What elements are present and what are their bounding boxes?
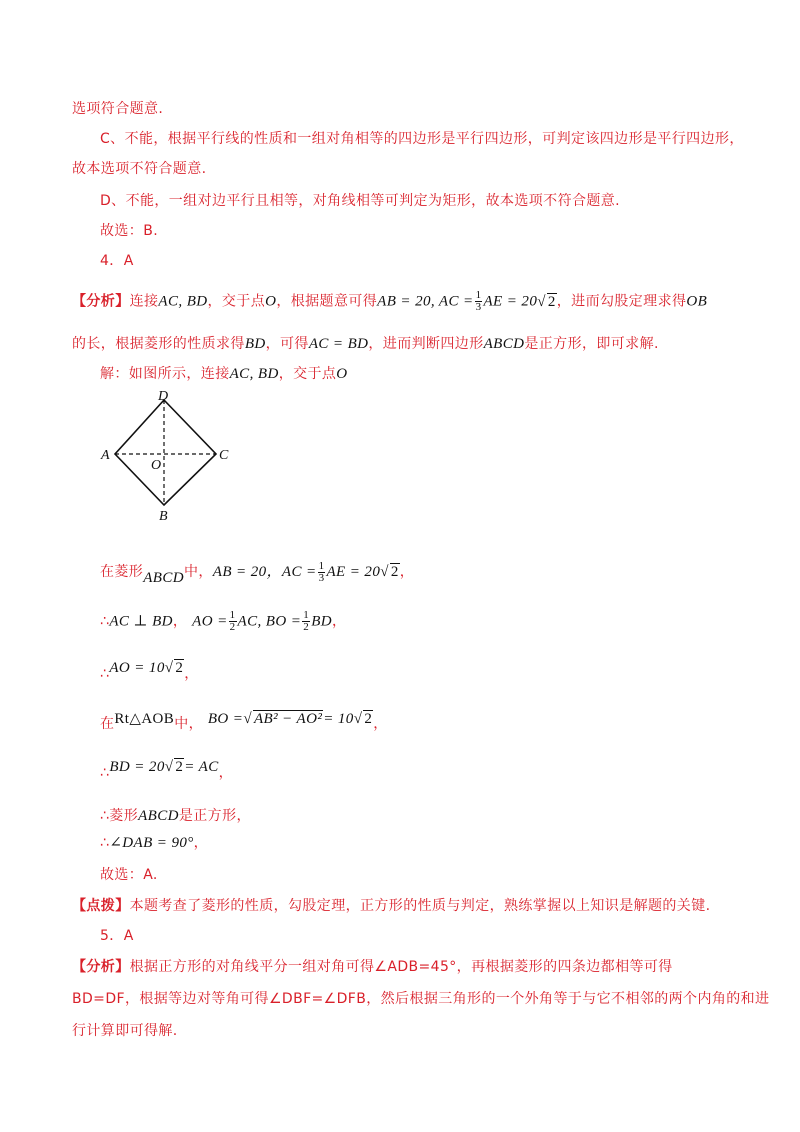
solution-intro <box>100 363 348 383</box>
text: ， <box>193 835 209 851</box>
text: ， <box>373 716 388 732</box>
text-line: 故选：B. <box>100 223 159 239</box>
analysis2-line-3: 行计算即可得解. <box>72 1023 178 1039</box>
text: ，进而勾股定理求得 <box>556 293 687 310</box>
math: BD <box>244 336 266 352</box>
text: 中， <box>183 564 213 580</box>
math: O <box>265 293 277 310</box>
analysis2-line-1 <box>72 956 673 976</box>
math: ABCD <box>138 808 179 824</box>
math: BO = <box>207 711 244 727</box>
math: O <box>336 366 348 382</box>
label-b: B <box>159 509 168 524</box>
math: AC ⊥ BD <box>109 613 173 630</box>
math: AO = 10 <box>109 660 165 676</box>
text: 在 <box>100 716 115 732</box>
sqrt-value: 2 <box>547 293 556 310</box>
text: 本题考查了菱形的性质，勾股定理，正方形的性质与判定，熟练掌握以上知识是解题的关键. <box>129 898 711 914</box>
sqrt-value: 2 <box>364 711 373 727</box>
math: = AC <box>184 759 219 775</box>
label-c: C <box>219 448 229 463</box>
math: ABCD <box>483 336 525 352</box>
math: AB = 20，AC = <box>212 564 317 580</box>
math: AB = 20, AC = <box>377 293 474 310</box>
text-line: 故本选项不符合题意. <box>72 161 207 177</box>
analysis-line-2 <box>72 333 659 353</box>
text: ， <box>331 613 347 630</box>
question-number: 5．A <box>100 928 134 944</box>
text: ，交于点 <box>207 293 266 310</box>
answer-line: 故选：A. <box>100 867 158 883</box>
label-d: D <box>158 389 169 404</box>
text: 解：如图所示，连接 <box>100 366 230 382</box>
tip-line <box>72 895 710 915</box>
text: ∴菱形 <box>100 808 139 824</box>
math: AC, BO = <box>237 613 302 630</box>
fraction: $\frac{1}{3}$ <box>318 559 325 584</box>
tip-tag: 【点拨】 <box>72 898 130 914</box>
fraction: $\frac{1}{3}$ <box>475 289 482 313</box>
step-1: 在菱形ABCD中，AB = 20，AC = $\frac{1}{3}$ AE = 20√ 2， <box>100 559 415 586</box>
step-5: ∴BD = 20√ 2= AC， <box>100 759 234 781</box>
text: 是正方形， <box>178 808 251 824</box>
math: Rt△AOB <box>114 711 175 727</box>
text: ∴ <box>100 666 110 682</box>
math: AE = 20 <box>326 564 381 580</box>
analysis-tag: 【分析】 <box>72 293 130 310</box>
rhombus-figure <box>98 388 248 524</box>
fraction: $\frac{1}{2}$ <box>303 609 310 633</box>
math: AC, BD <box>158 293 208 310</box>
text-line: D、不能，一组对边平行且相等，对角线相等可判定为矩形，故本选项不符合题意. <box>100 193 621 209</box>
math: AC, BD <box>229 366 279 382</box>
text: 中， <box>174 716 203 732</box>
sqrt-radicand: AB² − AO² <box>253 711 323 727</box>
step-3: ∴AO = 10√ 2， <box>100 660 199 682</box>
analysis2-line-2: BD=DF，根据等边对等角可得∠DBF=∠DFB，然后根据三角形的一个外角等于与它不相邻的两个内角的和进 <box>72 991 770 1007</box>
text: ， <box>184 666 199 682</box>
text: 在菱形 <box>100 564 144 580</box>
text: ∴ <box>100 613 110 630</box>
math: AO = <box>192 613 228 630</box>
text: 是正方形，即可求解. <box>524 336 659 352</box>
step-7 <box>100 832 208 852</box>
sqrt-value: 2 <box>175 759 184 775</box>
math: = 10 <box>323 711 354 727</box>
text-line: 选项符合题意. <box>72 101 164 117</box>
label-o: O <box>151 458 162 473</box>
math: AC = BD <box>308 336 369 352</box>
question-number: 4．A <box>100 253 134 269</box>
text: ， <box>218 765 234 781</box>
sqrt-value: 2 <box>175 660 184 676</box>
step-2 <box>100 610 346 633</box>
text: ，交于点 <box>278 366 337 382</box>
text: ，可得 <box>265 336 309 352</box>
label-a: A <box>101 448 110 463</box>
text: 的长，根据菱形的性质求得 <box>72 336 245 352</box>
text: ， <box>399 564 415 580</box>
text: ，根据题意可得 <box>276 293 378 310</box>
math: AE = 20 <box>483 293 538 310</box>
math: BD = 20 <box>109 759 165 775</box>
sqrt-value: 2 <box>390 564 399 580</box>
text-line: C、不能，根据平行线的性质和一组对角相等的四边形是平行四边形，可判定该四边形是平行四边形， <box>100 131 744 147</box>
step-6 <box>100 805 251 825</box>
math: BD <box>311 613 332 630</box>
text: 连接 <box>129 293 159 310</box>
rhombus-outline <box>115 400 216 505</box>
text: 根据正方形的对角线平分一组对角可得∠ADB=45°，再根据菱形的四条边都相等可得 <box>129 959 673 975</box>
text: ∴ <box>100 835 110 851</box>
math: ∠DAB = 90° <box>109 835 194 851</box>
text: ， <box>172 613 188 630</box>
text: ∴ <box>100 765 110 781</box>
step-4: 在Rt△AOB中， BO =√ AB² − AO²= 10√ 2， <box>100 711 388 732</box>
analysis-line-1: 【分析】连接AC, BD，交于点O，根据题意可得AB = 20, AC = $\frac{1}{3}$ AE = 20√ 2，进而勾股定理求得OB <box>72 289 708 313</box>
fraction: $\frac{1}{2}$ <box>229 609 236 633</box>
math: OB <box>686 293 708 310</box>
text: ，进而判断四边形 <box>368 336 484 352</box>
analysis-tag: 【分析】 <box>72 959 130 975</box>
math: ABCD <box>143 570 184 586</box>
